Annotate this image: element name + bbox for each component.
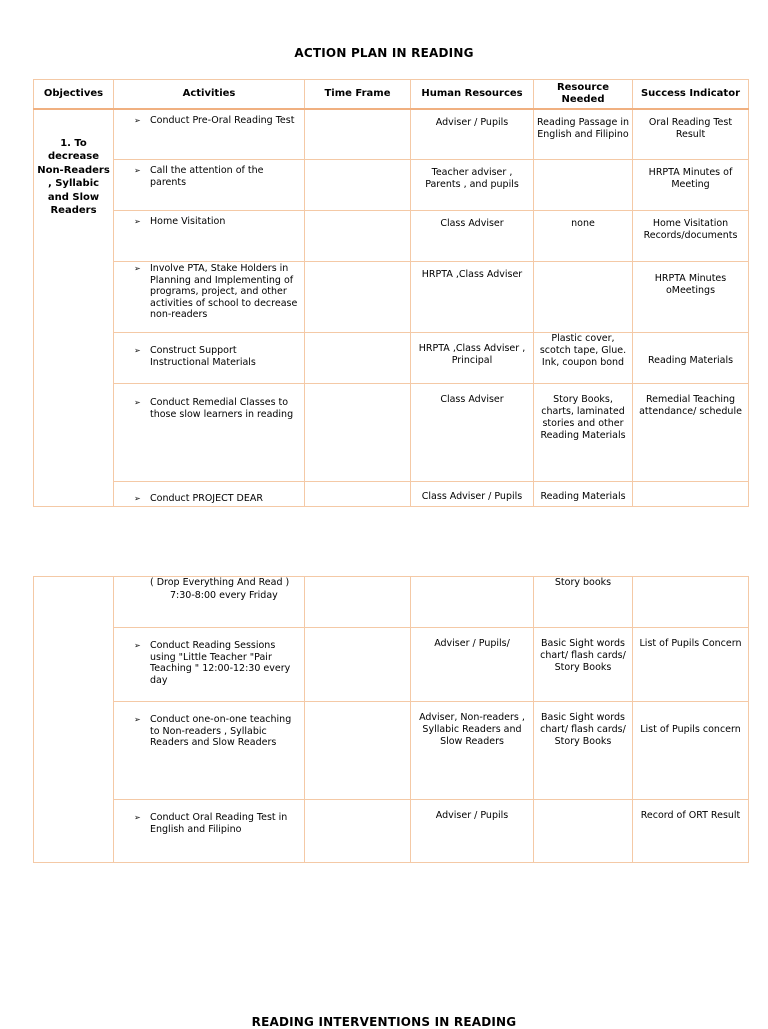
time-frame-cell [305,482,411,507]
activity-text: Conduct PROJECT DEAR [150,493,263,504]
table-row [34,482,749,507]
header-activities: Activities [114,80,305,109]
arrowhead-bullet-icon: ➢ [134,813,141,822]
time-frame-cell [305,702,411,800]
activity-cell [114,628,305,702]
resource-needed-cell: Story books [534,577,633,628]
resource-needed-cell [534,262,633,333]
table-row [34,211,749,262]
human-resources-cell: Adviser, Non-readers , Syllabic Readers and Slow Readers [411,702,534,800]
activity-text: Home Visitation [150,216,226,227]
activity-text: Conduct Reading Sessions using "Little Teacher "Pair Teaching " 12:00-12:30 every day [150,640,291,686]
time-frame-cell [305,160,411,211]
time-frame-cell [305,384,411,482]
activity-cell [114,333,305,384]
human-resources-cell: Adviser / Pupils [411,109,534,160]
resource-needed-cell: Story Books, charts, laminated stories and other Reading Materials [534,384,633,482]
human-resources-cell: Teacher adviser , Parents , and pupils [411,160,534,211]
resource-needed-cell: Basic Sight words chart/ flash cards/ Story Books [534,702,633,800]
activity-cell [114,702,305,800]
table-row [34,333,749,384]
page-title: ACTION PLAN IN READING [294,46,474,60]
success-indicator-cell: HRPTA Minutes oMeetings [633,262,749,333]
human-resources-cell: Class Adviser / Pupils [411,482,534,507]
success-indicator-cell [633,577,749,628]
activity-text: Involve PTA, Stake Holders in Planning and Implementing of programs, project, and other activities of school to decrease non-readers [150,263,298,320]
table-row [34,109,749,160]
human-resources-cell [411,577,534,628]
table-row [34,384,749,482]
success-indicator-cell [633,482,749,507]
success-indicator-cell: Oral Reading Test Result [633,109,749,160]
header-resource-needed: Resource Needed [534,80,633,109]
section-title: READING INTERVENTIONS IN READING [251,1015,517,1029]
table-row [34,800,749,863]
arrowhead-bullet-icon: ➢ [134,264,141,273]
arrowhead-bullet-icon: ➢ [134,166,141,175]
activity-cell [114,482,305,507]
arrowhead-bullet-icon: ➢ [134,217,141,226]
header-human-resources: Human Resources [411,80,534,109]
time-frame-cell [305,109,411,160]
success-indicator-cell: List of Pupils Concern [633,628,749,702]
resource-needed-cell: Reading Passage in English and Filipino [534,109,633,160]
activity-text: Conduct Oral Reading Test in English and Filipino [150,812,288,835]
activity-cell [114,109,305,160]
arrowhead-bullet-icon: ➢ [134,494,141,503]
activity-text: Conduct one-on-one teaching to Non-readers , Syllabic Readers and Slow Readers [150,714,292,748]
activity-cell [114,577,305,628]
time-frame-cell [305,262,411,333]
action-plan-table-part1 [33,79,749,507]
activity-cell [114,160,305,211]
resource-needed-cell [534,800,633,863]
arrowhead-bullet-icon: ➢ [134,641,141,650]
activity-text: Conduct Pre-Oral Reading Test [150,114,295,126]
success-indicator-cell: HRPTA Minutes of Meeting [633,160,749,211]
human-resources-cell: HRPTA ,Class Adviser , Principal [411,333,534,384]
human-resources-cell: HRPTA ,Class Adviser [411,262,534,333]
activity-text: Construct Support Instructional Materials [150,345,256,368]
success-indicator-cell: Remedial Teaching attendance/ schedule [633,384,749,482]
table-header-row [34,80,749,109]
human-resources-cell: Adviser / Pupils/ [411,628,534,702]
activity-text: Call the attention of the parents [150,165,264,188]
header-objectives: Objectives [34,80,114,109]
table-row [34,160,749,211]
activity-text: Conduct Remedial Classes to those slow learners in reading [150,397,294,420]
success-indicator-cell: Record of ORT Result [633,800,749,863]
header-success-indicator: Success Indicator [633,80,749,109]
arrowhead-bullet-icon: ➢ [134,115,141,125]
resource-needed-cell: Plastic cover, scotch tape, Glue. Ink, coupon bond [534,333,633,384]
human-resources-cell: Class Adviser [411,211,534,262]
activity-schedule: 7:30-8:00 every Friday [170,589,278,601]
table-row [34,262,749,333]
objective-cell-continued [34,577,114,863]
time-frame-cell [305,333,411,384]
header-time-frame: Time Frame [305,80,411,109]
activity-cell [114,800,305,863]
resource-needed-cell: none [534,211,633,262]
success-indicator-cell: Home Visitation Records/documents [633,211,749,262]
arrowhead-bullet-icon: ➢ [134,398,141,407]
activity-cell [114,211,305,262]
objective-cell: 1. To decrease Non-Readers , Syllabic and Slow Readers [34,109,114,507]
time-frame-cell [305,628,411,702]
table-row [34,702,749,800]
time-frame-cell [305,800,411,863]
activity-text: ( Drop Everything And Read ) [150,577,290,588]
action-plan-table-part2 [33,576,749,863]
human-resources-cell: Adviser / Pupils [411,800,534,863]
resource-needed-cell: Basic Sight words chart/ flash cards/ Story Books [534,628,633,702]
time-frame-cell [305,577,411,628]
table-row [34,628,749,702]
resource-needed-cell [534,160,633,211]
human-resources-cell: Class Adviser [411,384,534,482]
success-indicator-cell: Reading Materials [633,333,749,384]
table-row [34,577,749,628]
activity-cell [114,384,305,482]
time-frame-cell [305,211,411,262]
resource-needed-cell: Reading Materials [534,482,633,507]
activity-cell [114,262,305,333]
arrowhead-bullet-icon: ➢ [134,346,141,355]
arrowhead-bullet-icon: ➢ [134,715,141,724]
success-indicator-cell: List of Pupils concern [633,702,749,800]
